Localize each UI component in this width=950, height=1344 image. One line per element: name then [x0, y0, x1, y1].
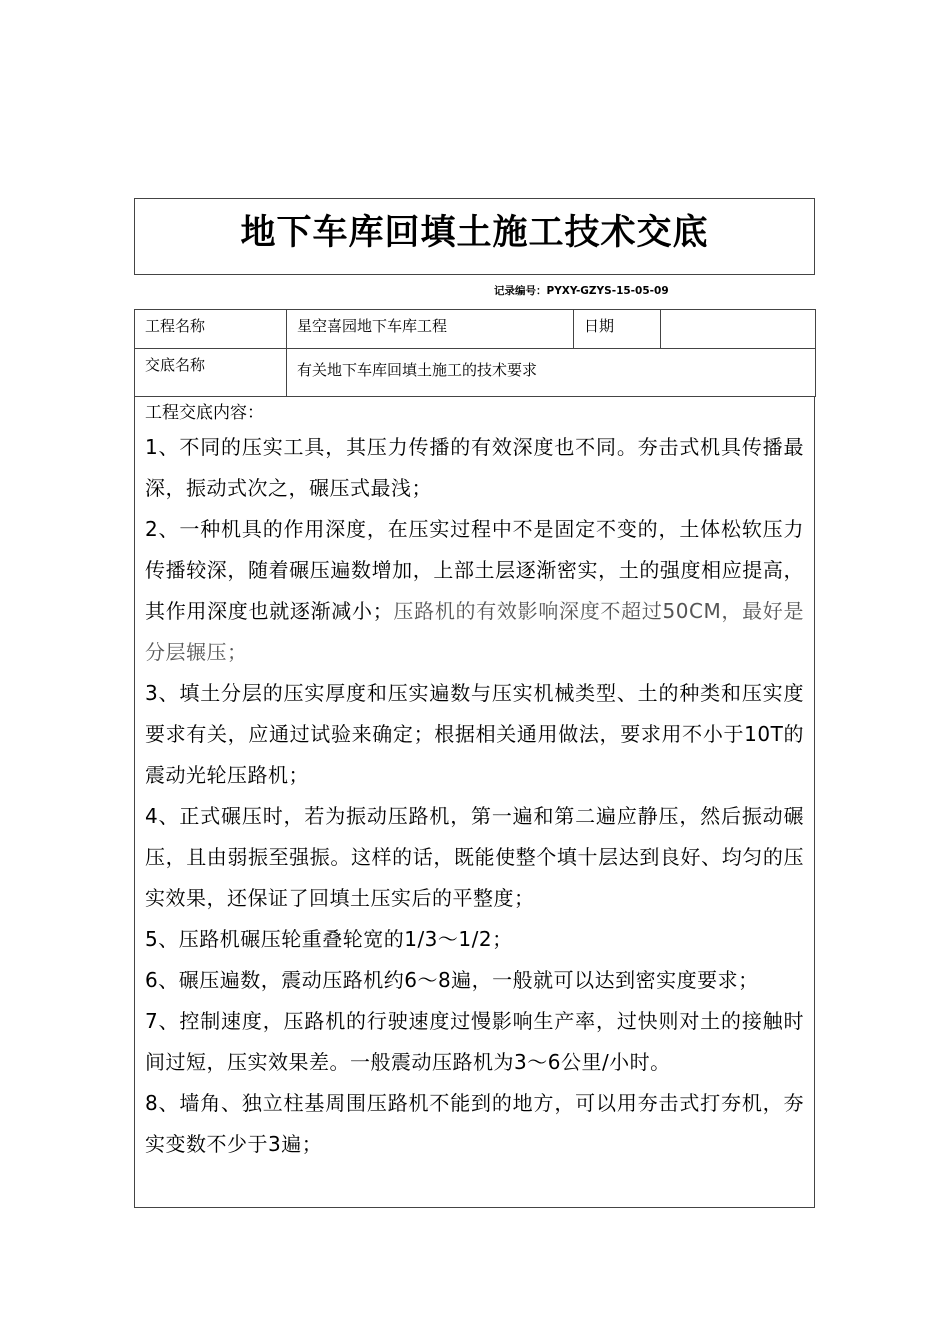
- paragraph-3: 3、填土分层的压实厚度和压实遍数与压实机械类型、土的种类和压实度要求有关，应通过试验来确定；根据相关通用做法，要求用不小于10T的震动光轮压路机；: [145, 681, 804, 787]
- info-row-project: [135, 310, 816, 349]
- paragraph-2-note: 压路机的有效影响深度不超过50CM，最好是分层辗压；: [145, 599, 805, 664]
- paragraph-6: 6、碾压遍数，震动压路机约6～8遍，一般就可以达到密实度要求；: [145, 968, 759, 992]
- paragraph-4: 4、正式碾压时，若为振动压路机，第一遍和第二遍应静压，然后振动碾压，且由弱振至强振。这样的话，既能使整个填十层达到良好、均匀的压实效果，还保证了回填土压实后的平整度；: [145, 804, 804, 910]
- info-row-disclosure: [135, 349, 816, 397]
- record-number: 记录编号：PYXY-GZYS-15-05-09: [494, 285, 669, 297]
- title-box: [134, 198, 815, 275]
- disclosure-name-value: 有关地下车库回填土施工的技术要求: [287, 349, 816, 397]
- date-value: [661, 310, 816, 349]
- paragraph-1: 1、不同的压实工具，其压力传播的有效深度也不同。夯击式机具传播最深，振动式次之，碾压式最浅；: [145, 435, 804, 500]
- paragraph-7: 7、控制速度，压路机的行驶速度过慢影响生产率，过快则对土的接触时间过短，压实效果差。一般震动压路机为3～6公里/小时。: [145, 1009, 804, 1074]
- date-label: 日期: [574, 310, 661, 349]
- content-heading: 工程交底内容：: [145, 403, 264, 423]
- info-table: [134, 309, 816, 397]
- document-title: 地下车库回填土施工技术交底: [240, 213, 709, 253]
- content-section: [134, 396, 815, 1208]
- project-name-value: 星空喜园地下车库工程: [287, 310, 574, 349]
- paragraph-5: 5、压路机碾压轮重叠轮宽的1/3～1/2；: [145, 927, 513, 951]
- paragraph-8: 8、墙角、独立柱基周围压路机不能到的地方，可以用夯击式打夯机，夯实变数不少于3遍；: [145, 1091, 804, 1156]
- paragraph-2: [145, 509, 804, 673]
- project-name-label: 工程名称: [135, 310, 287, 349]
- paragraph-2-text: 2、一种机具的作用深度，在压实过程中不是固定不变的，土体松软压力传播较深，随着碾压遍数增加，上部土层逐渐密实，土的强度相应提高，其作用深度也就逐渐减小；: [145, 517, 804, 623]
- disclosure-name-label: 交底名称: [135, 349, 287, 397]
